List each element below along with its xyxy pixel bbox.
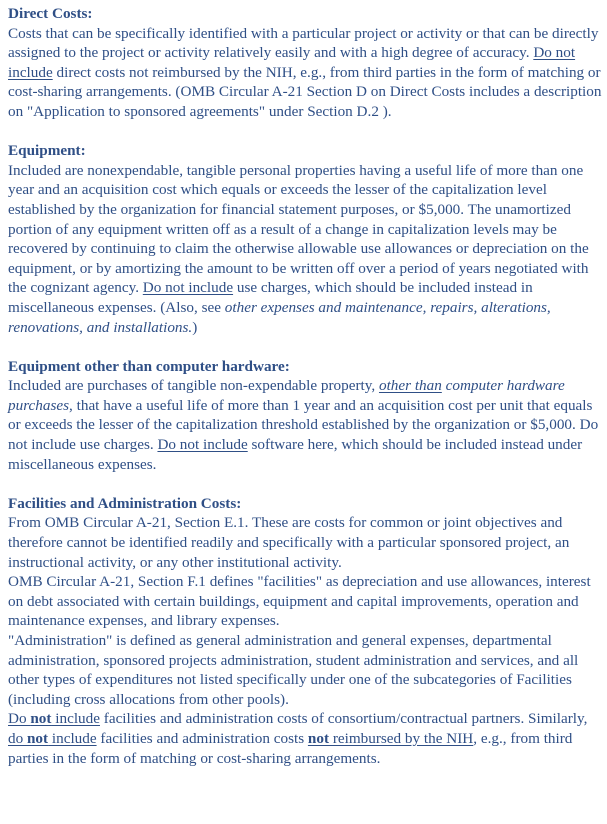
bold-text: not — [307, 729, 330, 747]
text: direct costs not reimbursed by the NIH, e.g., from third parties in the form of matching or cost-sharing arrangements. (OMB Circular A-21 Section D on Direct Costs includes a description on "Application to sponsored agreements" under Section D.2 ). — [8, 63, 602, 120]
paragraph-equipment-other — [8, 376, 604, 474]
paragraph-fa-1: From OMB Circular A-21, Section E.1. These are costs for common or joint objectives and therefore cannot be identified readily and specifically with a particular sponsored project, an instructional activity, or any other institutional activity. — [8, 514, 570, 571]
paragraph-fa-2: OMB Circular A-21, Section F.1 defines "facilities" as depreciation and use allowances, interest on debt associated with certain buildings, equipment and capital improvements, operation and maintenance expenses, and library expenses. — [8, 573, 591, 630]
underlined-text — [8, 730, 97, 747]
underlined-text: Do not include — [157, 436, 248, 454]
paragraph-fa-4 — [8, 709, 604, 768]
italic-text: other expenses and maintenance, repairs, alterations, renovations, and installations. — [8, 298, 551, 336]
text: reimbursed by the NIH — [329, 729, 474, 747]
text: include — [48, 729, 97, 747]
section-fa-costs — [8, 494, 604, 768]
underlined-text: Do not include — [142, 279, 234, 297]
heading-equipment: Equipment: — [8, 142, 86, 160]
paragraph-direct-costs — [8, 24, 604, 122]
heading-equipment-other: Equipment other than computer hardware: — [8, 357, 290, 375]
text: Costs that can be specifically identified with a particular project or activity or that can be directly assigned to the project or activity relatively easily and with a high degree of accuracy. — [8, 24, 599, 62]
text: facilities and administration costs — [96, 729, 308, 747]
text: software here, which should be included instead under miscellaneous expenses. — [8, 436, 583, 473]
text: include — [51, 710, 100, 728]
text: facilities and administration costs of consortium/contractual partners. Similarly, — [99, 710, 588, 728]
text: , that have a useful life of more than 1 year and an acquisition cost per unit that equals or exceeds the lesser of the capitalization threshold established by the organization or $5,000. Do not include use charges. — [8, 396, 599, 454]
bold-text: not — [26, 729, 49, 747]
text: ) — [192, 318, 198, 336]
document-body — [8, 4, 604, 768]
section-equipment — [8, 141, 604, 337]
bold-text: not — [30, 710, 52, 728]
text: Do — [8, 710, 31, 728]
text: computer hardware purchases — [8, 377, 565, 414]
text: do — [8, 729, 27, 747]
text: use charges, which should be included instead in miscellaneous expenses. (Also, see — [8, 279, 533, 316]
text: Included are nonexpendable, tangible personal properties having a useful life of more than one year and an acquisition cost which equals or exceeds the lesser of the capitalization level established by the organization for financial statement purposes, or $5,000. The unamortized portion of any equipment written off as a result of a change in capitalization levels may be recovered by continuing to claim the otherwise allowable use allowances or depreciation on the equipment, or by amortizing the amount to be written off over a period of years negotiated with the cognizant agency. — [8, 161, 589, 297]
paragraph-equipment — [8, 161, 604, 337]
heading-direct-costs: Direct Costs: — [8, 5, 93, 22]
paragraph-fa-3: "Administration" is defined as general administration and general expenses, departmental administration, sponsored projects administration, student administration and services, and all other types of expenditures not listed specifically under one of the subcategories of Facilities (including cross allocations from other pools). — [8, 632, 579, 708]
heading-fa-costs: Facilities and Administration Costs: — [8, 494, 242, 512]
text: , e.g., from third parties in the form of matching or cost-sharing arrangements. — [8, 729, 573, 767]
text: Included are purchases of tangible non-expendable property, — [8, 377, 379, 395]
underlined-text — [308, 730, 473, 747]
section-equipment-other — [8, 357, 604, 475]
underlined-text — [8, 710, 100, 727]
underlined-text: other than — [378, 377, 442, 395]
underlined-text: Do not include — [8, 44, 576, 81]
section-direct-costs — [8, 4, 604, 122]
